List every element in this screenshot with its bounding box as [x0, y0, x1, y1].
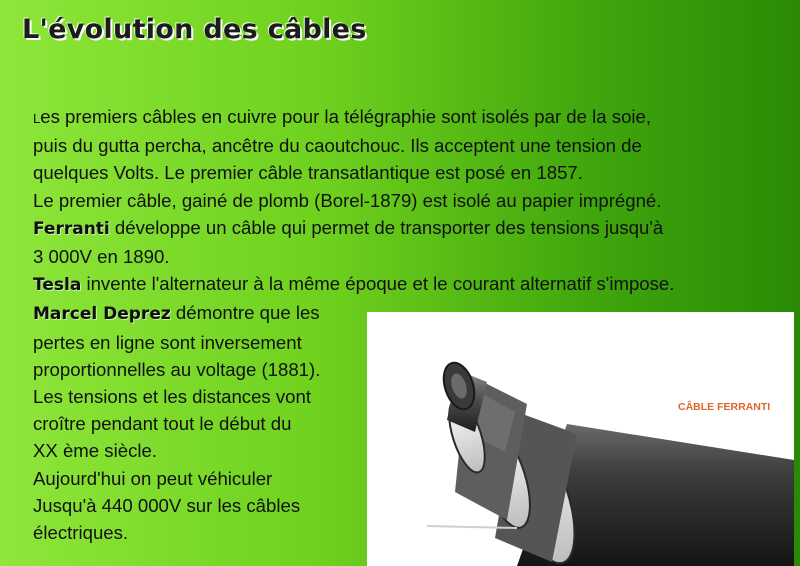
text-line-content: démontre que les: [170, 302, 320, 324]
text-line: [33, 103, 773, 132]
text-line: pertes en ligne sont inversement: [33, 331, 302, 353]
text-line: [33, 270, 773, 299]
cable-illustration: [367, 312, 794, 566]
text-line: Le premier câble, gainé de plomb (Borel-1879) est isolé au papier imprégné.: [33, 189, 662, 211]
name-deprez: Marcel Deprez: [33, 304, 171, 325]
drop-letter: L: [33, 111, 41, 126]
page-title: L'évolution des câbles: [22, 14, 367, 45]
text-line: puis du gutta percha, ancêtre du caoutchouc. Ils acceptent une tension de: [33, 135, 642, 157]
text-line: Jusqu'à 440 000V sur les câbles: [33, 494, 301, 516]
text-line: Aujourd'hui on peut véhiculer: [33, 467, 273, 489]
text-line-content: développe un câble qui permet de transporter des tensions jusqu'à: [109, 216, 664, 238]
text-line-content: invente l'alternateur à la même époque et le courant alternatif s'impose.: [81, 273, 675, 295]
name-tesla: Tesla: [33, 275, 82, 296]
text-line: 3 000V en 1890.: [33, 246, 170, 268]
text-line: croître pendant tout le début du: [33, 413, 292, 435]
text-line: Les tensions et les distances vont: [33, 386, 312, 408]
text-line: quelques Volts. Le premier câble transatlantique est posé en 1857.: [33, 162, 583, 184]
cable-photo: [367, 312, 794, 566]
cable-caption: CÂBLE FERRANTI: [678, 401, 771, 413]
name-ferranti: Ferranti: [33, 218, 110, 239]
text-line: électriques.: [33, 522, 129, 544]
text-line-content: es premiers câbles en cuivre pour la télégraphie sont isolés par de la soie,: [40, 106, 652, 127]
text-line: proportionnelles au voltage (1881).: [33, 358, 321, 380]
text-line: XX ème siècle.: [33, 440, 158, 462]
text-line: [33, 214, 773, 243]
